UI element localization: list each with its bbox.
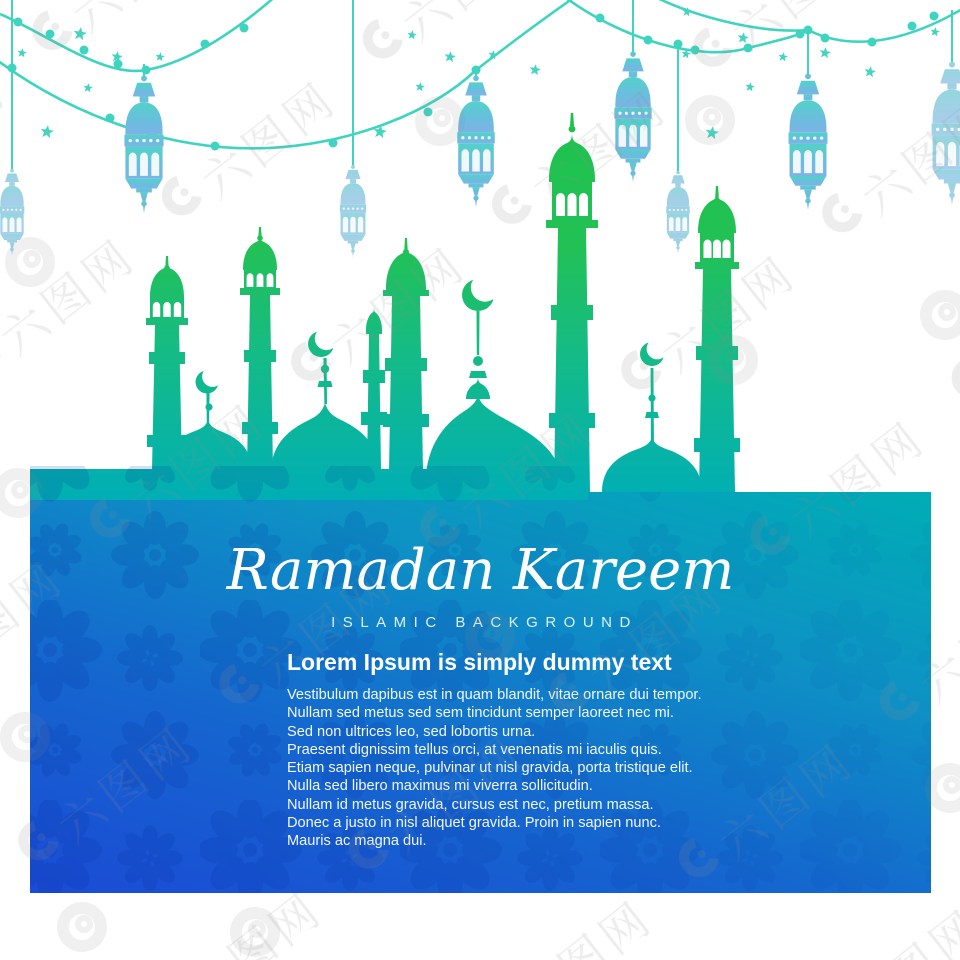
- panel-heading: Lorem Ipsum is simply dummy text: [287, 649, 672, 675]
- body-line: Sed non ultrices leo, sed lobortis urna.: [287, 723, 536, 740]
- body-line: Nulla sed libero maximus mi viverra sollicitudin.: [287, 778, 593, 795]
- body-line: Donec a justo in nisl aliquet gravida. Proin in sapien nunc.: [287, 815, 661, 832]
- body-line: Mauris ac magna dui.: [287, 833, 427, 850]
- body-line: Etiam sapien neque, pulvinar ut nisl gravida, porta tristique elit.: [287, 760, 693, 777]
- poster-subtitle: ISLAMIC BACKGROUND: [331, 614, 638, 631]
- panel-body: [287, 686, 702, 851]
- body-line: Vestibulum dapibus est in quam blandit, vitae ornare dui tempor.: [287, 687, 702, 703]
- panel-text-block: [30, 492, 931, 893]
- poster-title: Ramadan Kareem: [226, 538, 735, 603]
- body-line: Nullam id metus gravida, cursus est nec, pretium massa.: [287, 796, 654, 813]
- body-line: Praesent dignissim tellus orci, at venenatis mi iaculis quis.: [287, 741, 662, 758]
- body-line: Nullam sed metus sed sem tincidunt semper laoreet nec mi.: [287, 705, 674, 722]
